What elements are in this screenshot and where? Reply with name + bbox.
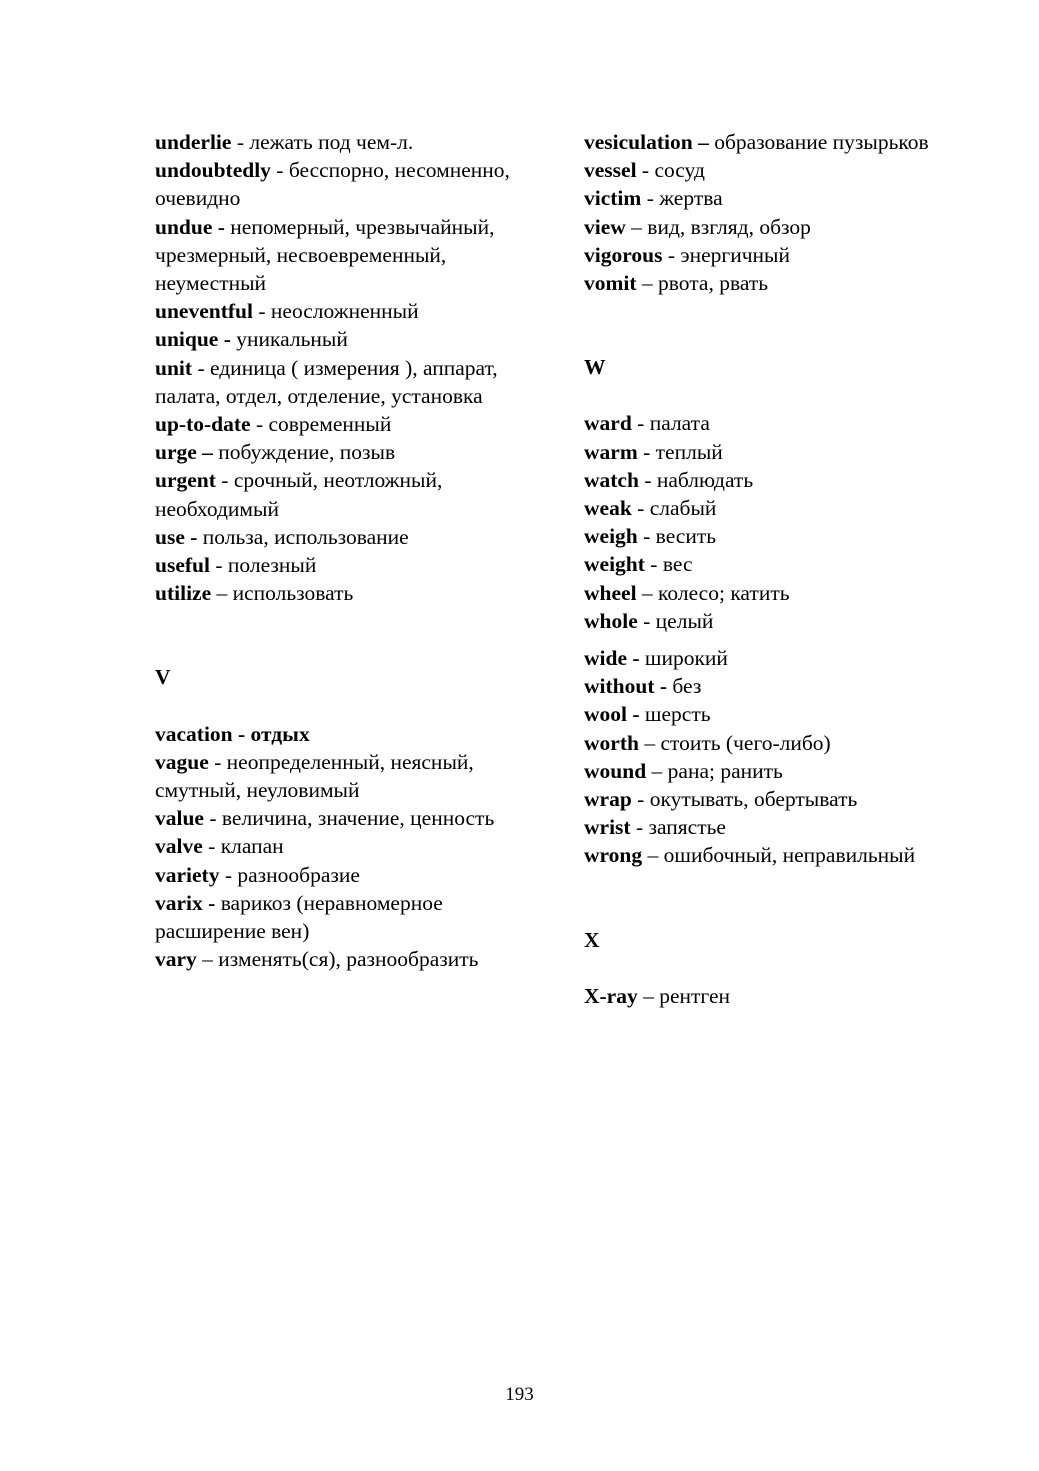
headword: unit [155, 355, 193, 380]
dictionary-entry: wound – рана; ранить [584, 758, 783, 783]
headword: vary [155, 947, 197, 972]
dictionary-entry: view – вид, взгляд, обзор [584, 214, 811, 239]
translation: единица ( измерения ), аппарат, палата, отдел, отделение, установка [155, 355, 498, 408]
dictionary-entry: up-to-date - современный [155, 412, 392, 437]
dictionary-entry [584, 644, 964, 672]
dictionary-entry: valve - клапан [155, 834, 284, 859]
translation: варикоз (неравномерное расширение вен) [155, 890, 443, 944]
u-entries-list [155, 128, 535, 607]
dictionary-entry [155, 523, 535, 551]
headword: valve [155, 834, 203, 859]
headword: vague [155, 749, 209, 774]
translation: лежать под чем-л. [249, 130, 414, 154]
headword: wound [584, 758, 647, 783]
headword: use - [155, 524, 198, 549]
dictionary-entry [155, 325, 535, 353]
translation: шерсть [644, 702, 711, 727]
headword: urgent [155, 468, 216, 493]
translation: величина, значение, ценность [221, 806, 495, 831]
headword: utilize [155, 581, 212, 606]
dictionary-entry: variety - разнообразие [155, 862, 360, 887]
headword: watch [584, 467, 639, 492]
translation: непомерный, чрезвычайный, чрезмерный, несвоевременный, неуместный [155, 214, 495, 296]
headword: undue - [155, 214, 225, 239]
headword: whole [584, 608, 638, 633]
headword: underlie [155, 130, 232, 154]
headword: wrap [584, 787, 632, 812]
dictionary-entry: worth – стоить (чего-либо) [584, 730, 831, 755]
dictionary-entry: value - величина, значение, ценность [155, 806, 495, 831]
translation: слабый [649, 496, 717, 521]
headword: wheel [584, 580, 637, 605]
headword: vigorous [584, 242, 663, 267]
translation: широкий [644, 646, 728, 671]
translation: весить [655, 524, 717, 549]
headword: wool - [584, 702, 640, 727]
dictionary-entry: unit - единица ( измерения ), аппарат, палата, отдел, отделение, установка [155, 355, 498, 408]
dictionary-entry: wheel – колесо; катить [584, 580, 790, 605]
translation: рентген [659, 983, 731, 1008]
dictionary-entry: uneventful - неосложненный [155, 299, 419, 324]
headword: undoubtedly [155, 158, 271, 183]
headword: vomit [584, 271, 637, 296]
dictionary-entry [155, 213, 535, 298]
headword: view [584, 214, 626, 239]
translation: сосуд [654, 158, 705, 183]
translation: ошибочный, неправильный [663, 843, 916, 868]
translation: теплый [655, 439, 723, 464]
dictionary-entry: weak - слабый [584, 496, 717, 521]
headword: value [155, 806, 204, 831]
section-letter-x: X [584, 927, 600, 952]
headword: warm [584, 439, 638, 464]
translation: срочный, неотложный, необходимый [155, 468, 443, 521]
v-entries-continued-list [584, 128, 964, 297]
dictionary-entry: vary – изменять(ся), разнообразить [155, 947, 479, 972]
dictionary-entry [584, 128, 964, 156]
translation: побуждение, позыв [218, 440, 396, 465]
headword: useful [155, 553, 210, 578]
dictionary-entry: vague - неопределенный, неясный, смутный, неуловимый [155, 749, 474, 803]
headword: X-ray [584, 983, 638, 1008]
headword: weigh [584, 524, 638, 549]
translation: современный [268, 412, 392, 437]
dictionary-entry: vomit – рвота, рвать [584, 271, 769, 296]
translation: вес [662, 552, 693, 577]
entry-gap [584, 635, 964, 644]
translation: наблюдать [656, 467, 754, 492]
dictionary-entry: useful - полезный [155, 553, 317, 578]
dictionary-entry [584, 672, 964, 700]
translation: бесспорно, несомненно, очевидно [155, 158, 510, 211]
translation: без [672, 674, 702, 699]
dictionary-entry: urgent - срочный, неотложный, необходимый [155, 468, 443, 521]
x-entries-list [584, 982, 964, 1010]
translation: клапан [220, 834, 284, 859]
page-number: 193 [505, 1384, 534, 1405]
headword: wrist [584, 815, 631, 840]
left-column [155, 128, 535, 973]
section-letter-w: W [584, 355, 606, 380]
headword: vesiculation – [584, 130, 709, 154]
w-entries-list [584, 409, 964, 869]
dictionary-entry [155, 438, 535, 466]
headword: vacation - отдых [155, 721, 310, 746]
translation: использовать [232, 581, 354, 606]
dictionary-entry: utilize – использовать [155, 581, 354, 606]
dictionary-entry: victim - жертва [584, 186, 723, 211]
headword: without - [584, 674, 668, 699]
headword: vessel [584, 158, 637, 183]
translation: неосложненный [270, 299, 419, 324]
dictionary-entry: weight - вес [584, 552, 693, 577]
dictionary-entry: ward - палата [584, 411, 710, 436]
translation: уникальный [236, 327, 348, 352]
headword: varix - [155, 890, 216, 915]
headword: wide - [584, 646, 640, 671]
headword: weak [584, 496, 632, 521]
translation: неопределенный, неясный, смутный, неуловимый [155, 749, 474, 803]
headword: up-to-date [155, 412, 251, 437]
translation: вид, взгляд, обзор [647, 214, 811, 239]
dictionary-entry: vessel - сосуд [584, 158, 705, 183]
translation: окутывать, обертывать [649, 787, 858, 812]
headword: variety [155, 862, 220, 887]
dictionary-entry [155, 720, 535, 748]
translation: рвота, рвать [658, 271, 769, 296]
dictionary-entry: weigh - весить [584, 524, 717, 549]
dictionary-entry: whole - целый [584, 608, 714, 633]
headword: victim [584, 186, 642, 211]
dictionary-entry: undoubtedly - бесспорно, несомненно, очевидно [155, 158, 510, 211]
headword: ward [584, 411, 632, 436]
headword: weight [584, 552, 645, 577]
dictionary-entry: X-ray – рентген [584, 983, 731, 1008]
headword: urge – [155, 440, 213, 465]
translation: польза, использование [202, 524, 409, 549]
translation: запястье [648, 815, 726, 840]
headword: wrong [584, 843, 643, 868]
v-entries-list [155, 720, 535, 974]
dictionary-entry: wrong – ошибочный, неправильный [584, 843, 916, 868]
translation: разнообразие [237, 862, 360, 887]
dictionary-entry [584, 700, 964, 728]
headword: uneventful [155, 299, 253, 324]
translation: рана; ранить [667, 758, 783, 783]
dictionary-entry: warm - теплый [584, 439, 723, 464]
translation: изменять(ся), разнообразить [218, 947, 479, 972]
right-column [584, 128, 964, 1010]
translation: колесо; катить [658, 580, 790, 605]
section-letter-v: V [155, 665, 171, 690]
translation: энергичный [680, 242, 790, 267]
headword: unique - [155, 327, 231, 352]
dictionary-entry: underlie - лежать под чем-л. [155, 130, 414, 154]
dictionary-entry [155, 889, 535, 945]
translation: жертва [659, 186, 723, 211]
dictionary-entry: watch - наблюдать [584, 467, 754, 492]
dictionary-entry: wrist - запястье [584, 815, 726, 840]
translation: полезный [227, 553, 317, 578]
translation: целый [655, 608, 714, 633]
dictionary-entry: wrap - окутывать, обертывать [584, 787, 858, 812]
dictionary-entry: vigorous - энергичный [584, 242, 790, 267]
translation: образование пузырьков [714, 130, 929, 154]
headword: worth [584, 730, 639, 755]
translation: стоить (чего-либо) [660, 730, 831, 755]
translation: палата [649, 411, 710, 436]
